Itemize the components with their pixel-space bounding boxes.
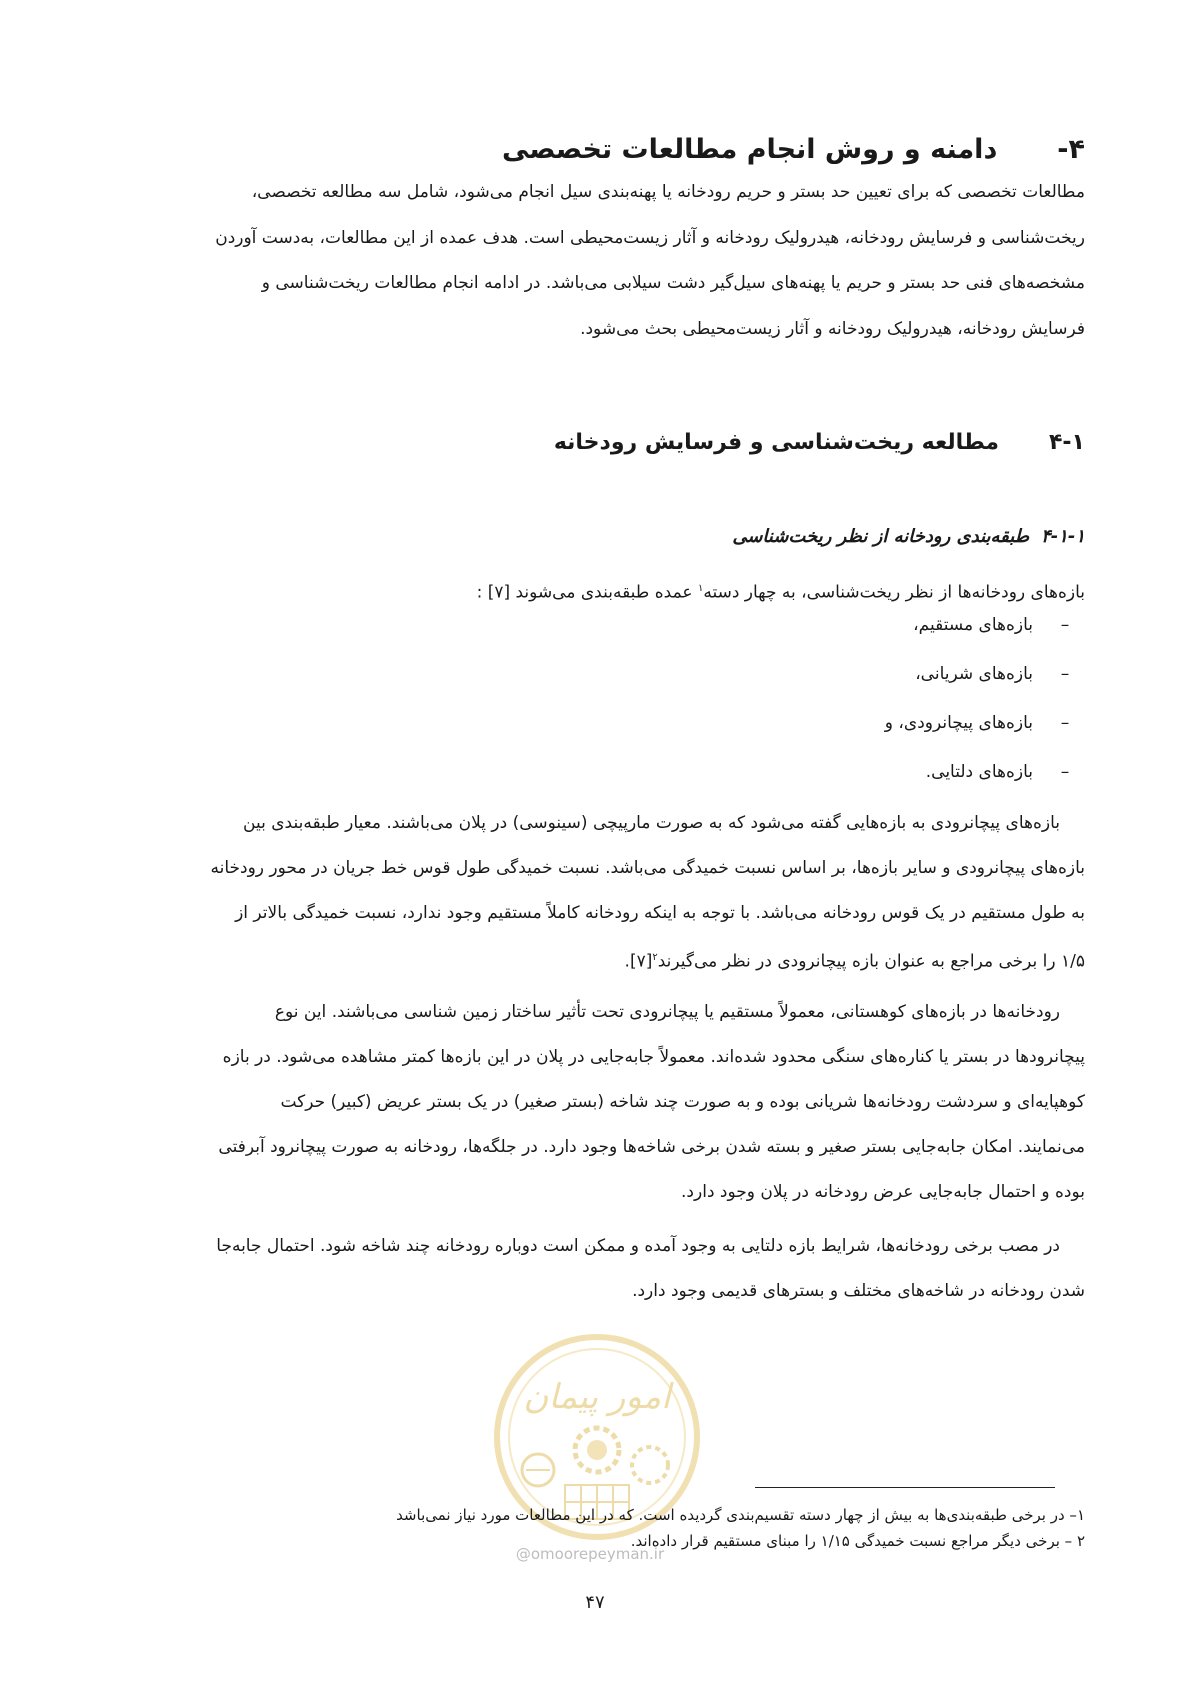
section-4-1-1-heading — [105, 522, 1085, 552]
paragraph-line: به طول مستقیم در یک قوس رودخانه می‌باشد. با توجه به اینکه رودخانه کاملاً مستقیم وجود ندارد، نسبت خمیدگی بالاتر از — [235, 903, 1085, 923]
intro-text-end: عمده طبقه‌بندی می‌شوند [۷] : — [476, 582, 698, 603]
list-item — [485, 757, 1085, 806]
page-number: ۴۷ — [585, 1592, 605, 1613]
section-4-1-number: ۴-۱ — [1049, 430, 1085, 455]
list-item-text: بازه‌های دلتایی. — [925, 762, 1033, 782]
footnote-2: ۲ – برخی دیگر مراجع نسبت خمیدگی ۱/۱۵ را مبنای مستقیم قرار داده‌اند. — [630, 1532, 1085, 1550]
footnote-1: ۱– در برخی طبقه‌بندی‌ها به بیش از چهار دسته تقسیم‌بندی گردیده است. که در این مطالعات مورد نیاز نمی‌باشد — [396, 1506, 1085, 1524]
paragraph-line: مطالعات تخصصی که برای تعیین حد بستر و حریم رودخانه یا پهنه‌بندی سیل انجام می‌شود، شامل سه مطالعه تخصصی، — [251, 182, 1085, 202]
paragraph-line: شدن رودخانه در شاخه‌های مختلف و بسترهای قدیمی وجود دارد. — [632, 1281, 1085, 1301]
section-4-heading — [105, 130, 1085, 170]
paragraph-line: در مصب برخی رودخانه‌ها، شرایط بازه دلتایی به وجود آمده و ممکن است دوباره رودخانه چند شاخه شود. احتمال جابه‌جا — [216, 1236, 1060, 1256]
section-4-1-title: مطالعه ریخت‌شناسی و فرسایش رودخانه — [553, 430, 999, 455]
watermark-url: @omoorepeyman.ir — [515, 1545, 665, 1563]
paragraph-line: بوده و احتمال جابه‌جایی عرض رودخانه در پلان وجود دارد. — [681, 1182, 1085, 1202]
footnote-ref-1: ۱ — [697, 583, 704, 594]
classification-intro — [110, 574, 1085, 608]
bullet-dash: – — [1060, 713, 1070, 733]
paragraph-line: مشخصه‌های فنی حد بستر و حریم یا پهنه‌های سیل‌گیر دشت سیلابی می‌باشد. در ادامه انجام مطالعات ریخت‌شناسی و — [261, 273, 1085, 293]
section-4-1-1-number: ۴-۱-۱ — [1041, 526, 1085, 547]
bullet-dash: – — [1060, 762, 1070, 782]
bullet-dash: – — [1060, 615, 1070, 635]
intro-text: بازه‌های رودخانه‌ها از نظر ریخت‌شناسی، به چهار دسته — [703, 582, 1085, 603]
list-item-text: بازه‌های مستقیم، — [913, 615, 1033, 635]
section-4-number: ۴- — [1057, 134, 1085, 165]
list-item — [485, 610, 1085, 659]
section-4-1-heading — [105, 425, 1085, 461]
paragraph-line: پیچانرودها در بستر یا کناره‌های سنگی محدود شده‌اند. معمولاً جابه‌جایی در پلان در این بازه‌ها کمتر مشاهده می‌شود. در بازه — [222, 1047, 1085, 1067]
paragraph-line: می‌نمایند. امکان جابه‌جایی بستر صغیر و بسته شدن برخی شاخه‌ها وجود دارد. در جلگه‌ها، رودخانه به صورت پیچانرود آبرفتی — [218, 1137, 1085, 1157]
list-item-text: بازه‌های پیچانرودی، و — [884, 713, 1033, 733]
paragraph-line — [110, 943, 1085, 977]
section-4-1-1-title: طبقه‌بندی رودخانه از نظر ریخت‌شناسی — [732, 526, 1030, 547]
paragraph-line: رودخانه‌ها در بازه‌های کوهستانی، معمولاً مستقیم یا پیچانرودی تحت تأثیر ساختار زمین شناسی می‌باشند. این نوع — [274, 1002, 1060, 1022]
footnote-separator — [755, 1487, 1055, 1488]
paragraph-line: ریخت‌شناسی و فرسایش رودخانه، هیدرولیک رودخانه و آثار زیست‌محیطی است. هدف عمده از این مطالعات، به‌دست آوردن — [215, 228, 1085, 248]
footnote-ref-2: ۲ — [652, 952, 658, 963]
reach-types-list — [485, 610, 1085, 806]
list-item — [485, 708, 1085, 757]
watermark-logo-text: امور پیمان — [523, 1377, 671, 1417]
citation: [۷]. — [624, 951, 653, 972]
paragraph-line: فرسایش رودخانه، هیدرولیک رودخانه و آثار زیست‌محیطی بحث می‌شود. — [580, 319, 1085, 339]
bullet-dash: – — [1060, 664, 1070, 684]
paragraph-line: کوهپایه‌ای و سردشت رودخانه‌ها شریانی بوده و به صورت چند شاخه (بستر صغیر) در یک بستر عریض (کبیر) حرکت — [280, 1092, 1085, 1112]
paragraph-line: بازه‌های پیچانرودی به بازه‌هایی گفته می‌شود که به صورت مارپیچی (سینوسی) در پلان می‌باشند. معیار طبقه‌بندی بین — [243, 813, 1060, 833]
paragraph-line: بازه‌های پیچانرودی و سایر بازه‌ها، بر اساس نسبت خمیدگی می‌باشد. نسبت خمیدگی طول قوس خط جریان در محور رودخانه — [210, 858, 1085, 878]
list-item — [485, 659, 1085, 708]
list-item-text: بازه‌های شریانی، — [915, 664, 1033, 684]
section-4-title: دامنه و روش انجام مطالعات تخصصی — [502, 134, 998, 165]
line-text: ۱/۵ را برخی مراجع به عنوان بازه پیچانرودی در نظر می‌گیرند — [657, 951, 1085, 972]
